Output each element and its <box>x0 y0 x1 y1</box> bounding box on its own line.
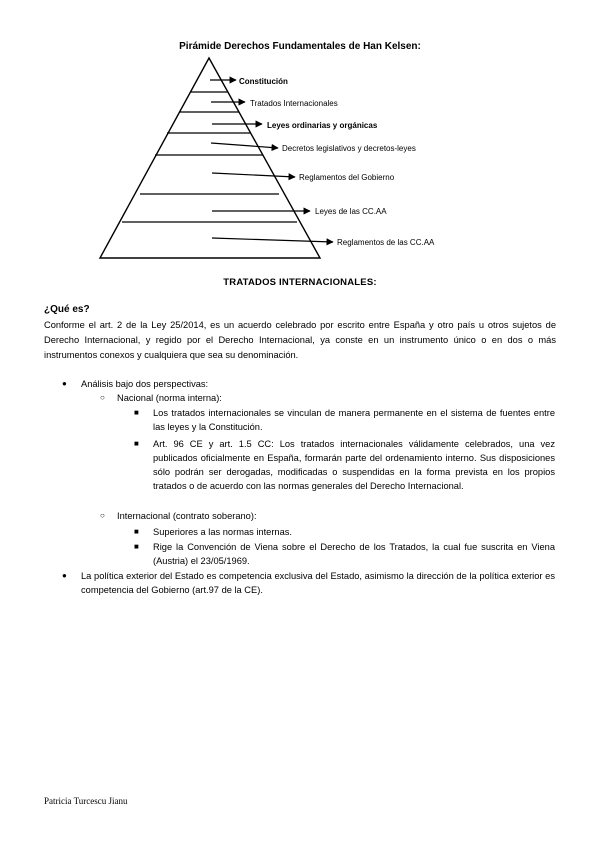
bullet-analysis: Análisis bajo dos perspectivas: <box>81 379 209 389</box>
level-arrow <box>211 143 278 148</box>
bullet-square-icon: ■ <box>134 542 139 551</box>
bullet-circle-icon: ○ <box>100 393 105 402</box>
national-item: Art. 96 CE y art. 1.5 CC: Los tratados internacionales válidamente celebrados, una vez publicados oficialmente en España, formarán parte del ordenamiento interno. Sus disposiciones sólo podrán ser derogadas, modificadas o suspendidas en la forma prevista en los propios tratados o de acuerdo con las normas generales del Derecho Internacional. <box>153 439 555 491</box>
kelsen-pyramid-diagram <box>0 50 600 265</box>
level-label: Leyes ordinarias y orgánicas <box>267 121 378 130</box>
international-item: Rige la Convención de Viena sobre el Derecho de los Tratados, la cual fue suscrita en Viena (Austria) el 23/05/1969. <box>153 542 555 566</box>
author-footer: Patricia Turcescu Jianu <box>44 796 128 806</box>
bullet-international-label: Internacional (contrato soberano): <box>117 511 257 521</box>
bullet-dot-icon: ● <box>62 379 67 388</box>
bullet-square-icon: ■ <box>134 439 139 448</box>
bullet-circle-icon: ○ <box>100 511 105 520</box>
pyramid-title: Pirámide Derechos Fundamentales de Han Kelsen: <box>179 41 421 52</box>
level-label: Reglamentos de las CC.AA <box>337 238 435 247</box>
bullet-square-icon: ■ <box>134 527 139 536</box>
level-label: Tratados Internacionales <box>250 99 338 108</box>
level-label: Leyes de las CC.AA <box>315 207 387 216</box>
national-item: Los tratados internacionales se vinculan de manera permanente en el sistema de fuentes entre las leyes y la Constitución. <box>153 408 555 432</box>
level-label: Constitución <box>239 77 288 86</box>
bullet-square-icon: ■ <box>134 408 139 417</box>
intro-paragraph: Conforme el art. 2 de la Ley 25/2014, es un acuerdo celebrado por escrito entre España y otro país u otros sujetos de Derecho Internacional, y regido por el Derecho Internacional, ya conste en un instrumento único o en dos o más instrumentos conexos y cualquiera que sea su denominación. <box>44 320 556 360</box>
section-title: TRATADOS INTERNACIONALES: <box>223 277 377 288</box>
level-arrow <box>212 238 333 242</box>
level-arrow <box>212 173 295 177</box>
bullet-national-label: Nacional (norma interna): <box>117 393 222 403</box>
pyramid-outline <box>100 58 320 258</box>
bullet-dot-icon: ● <box>62 571 67 580</box>
bullet-foreign-policy: La política exterior del Estado es competencia exclusiva del Estado, asimismo la dirección de la política exterior es competencia del Gobierno (art.97 de la CE). <box>81 571 555 595</box>
international-item: Superiores a las normas internas. <box>153 527 293 537</box>
level-label: Decretos legislativos y decretos-leyes <box>282 144 416 153</box>
level-label: Reglamentos del Gobierno <box>299 173 395 182</box>
question-heading: ¿Qué es? <box>44 304 90 315</box>
